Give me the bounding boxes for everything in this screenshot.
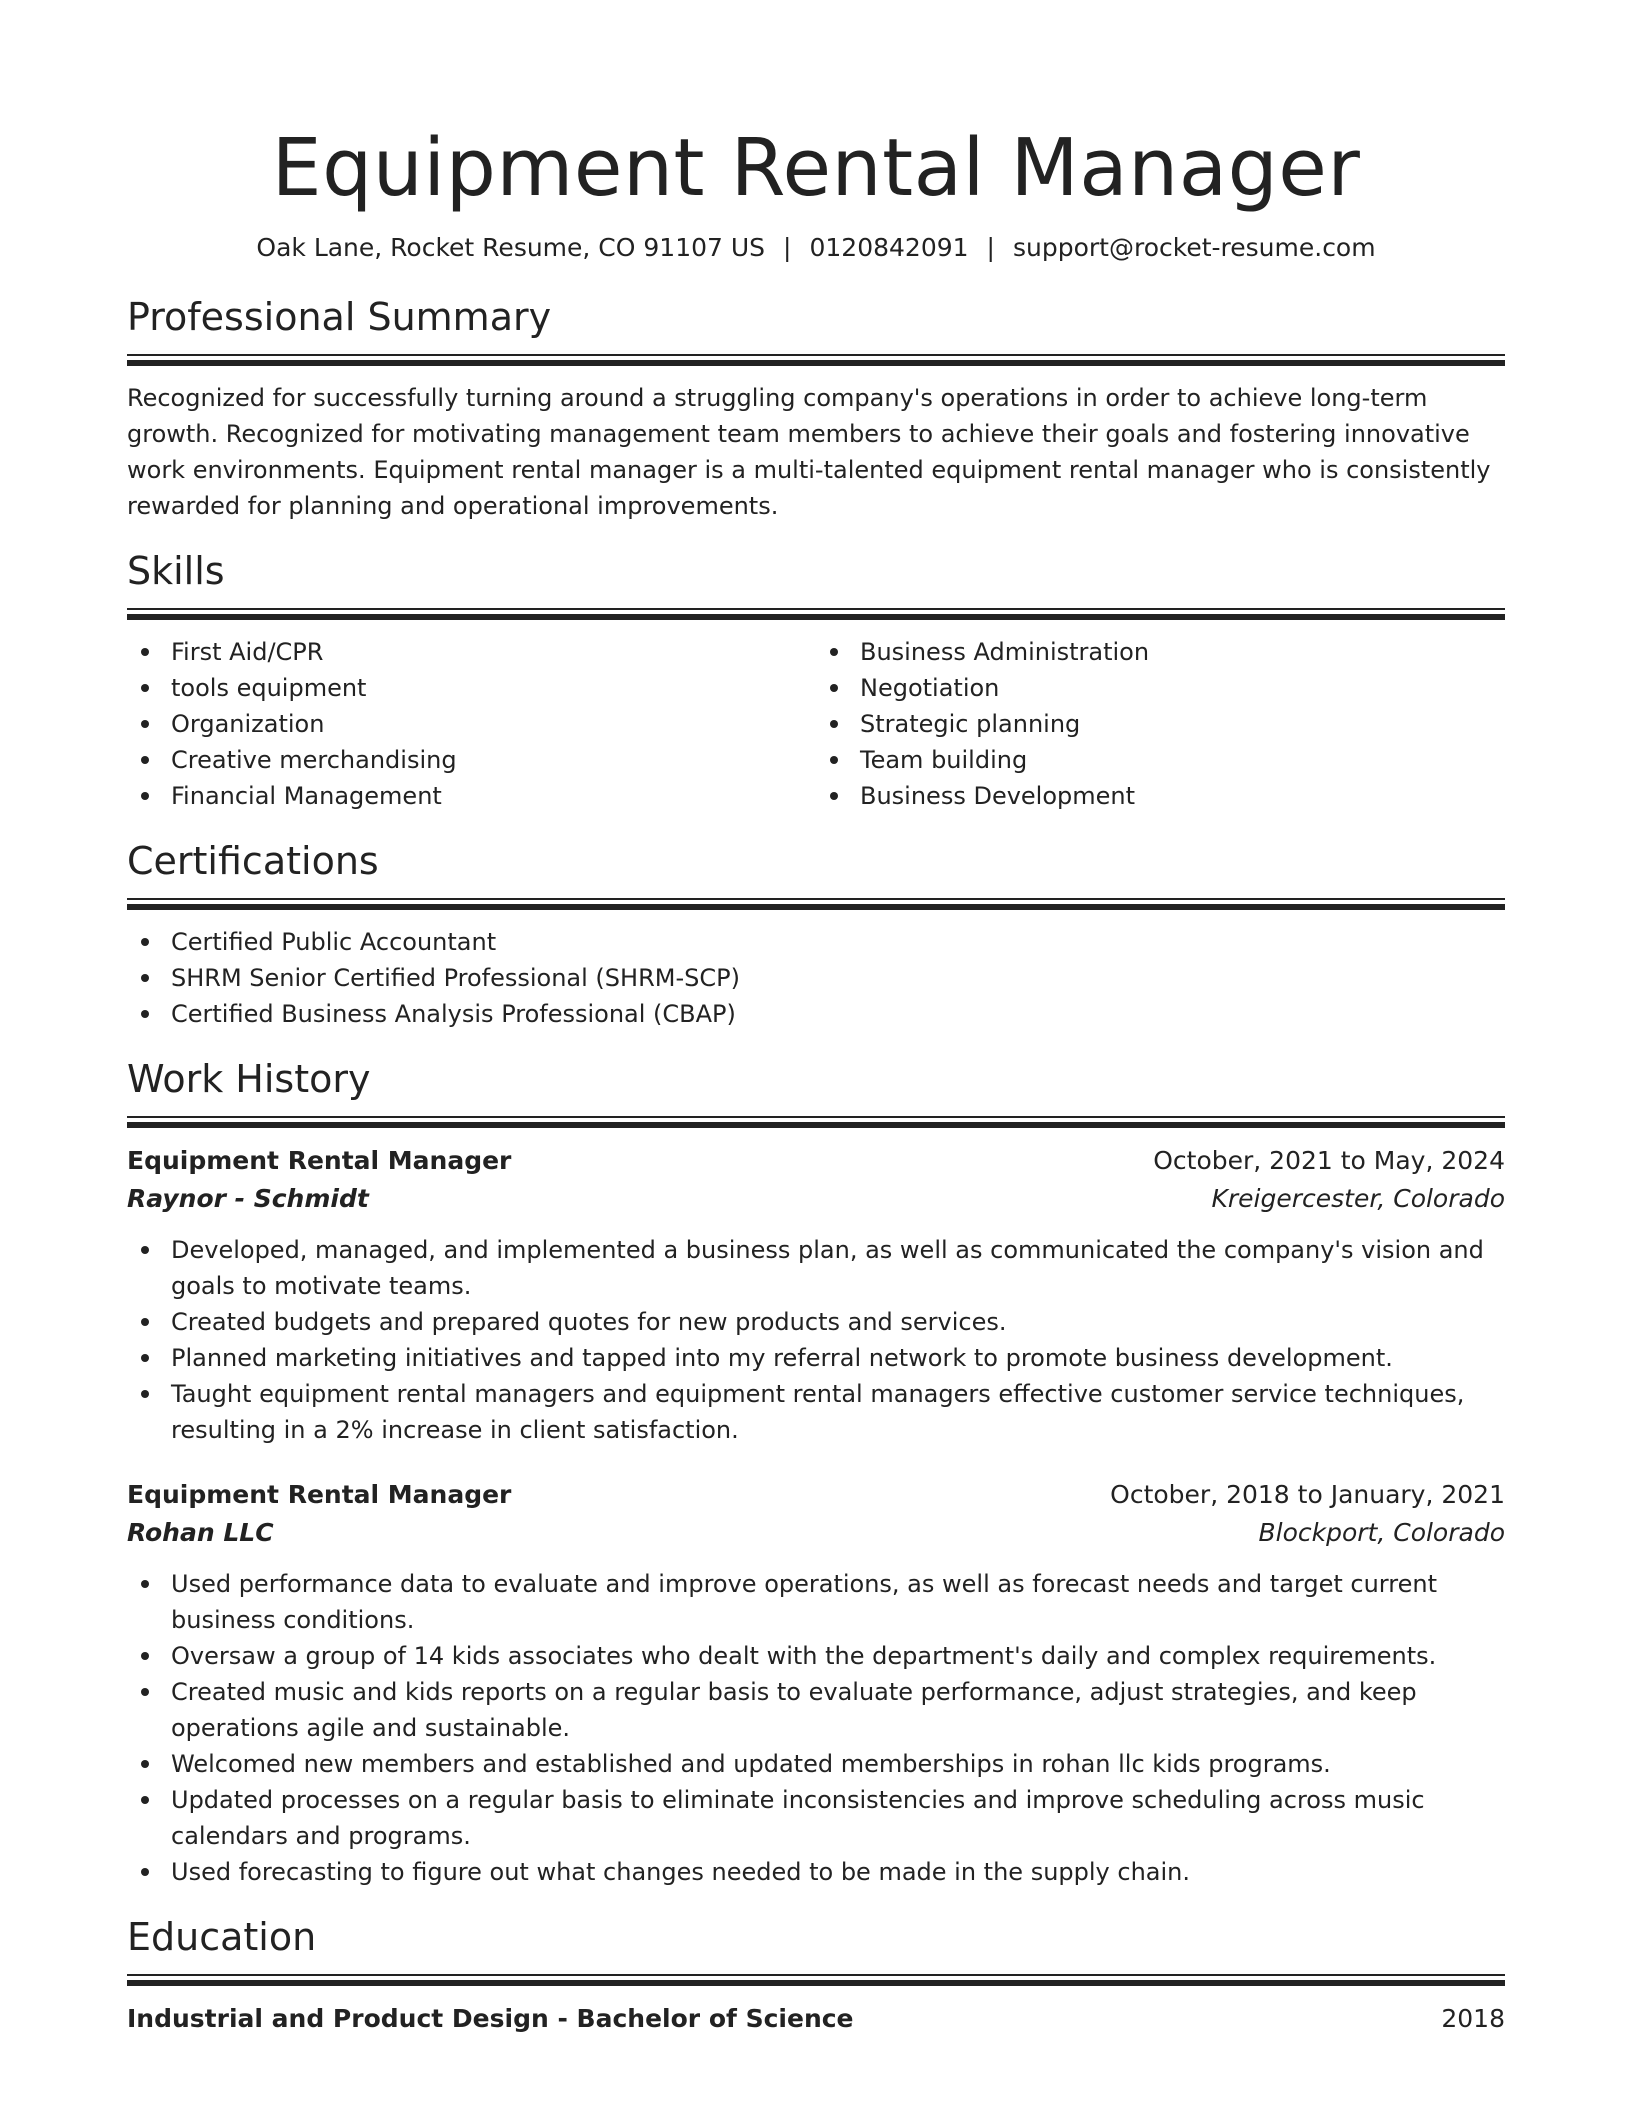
section-divider (127, 898, 1505, 910)
job-location: Blockport, Colorado (1258, 1518, 1505, 1547)
skill-item: Business Administration (816, 634, 1505, 670)
contact-separator: | (986, 233, 995, 262)
job-bullet: Oversaw a group of 14 kids associates who dealt with the department's daily and complex requirements. (127, 1638, 1505, 1674)
certification-item: Certified Business Analysis Professional (CBAP) (127, 996, 1505, 1032)
job-bullet: Planned marketing initiatives and tapped into my referral network to promote business development. (127, 1340, 1505, 1376)
job-company: Rohan LLC (127, 1518, 274, 1547)
education-section (127, 1912, 1505, 2038)
section-divider (127, 354, 1505, 366)
summary-text: Recognized for successfully turning around a struggling company's operations in order to achieve long-term growth. Recognized for motivating management team members to achieve their goals and fostering innovative work environments. Equipment rental manager is a multi-talented equipment rental manager who is consistently rewarded for planning and operational improvements. (127, 384, 1491, 520)
education-degree: Industrial and Product Design - Bachelor of Science (127, 2004, 854, 2033)
job-bullet: Created music and kids reports on a regular basis to evaluate performance, adjust strategies, and keep operations agile and sustainable. (127, 1674, 1505, 1746)
skill-item: First Aid/CPR (127, 634, 816, 670)
job-bullet: Used forecasting to figure out what changes needed to be made in the supply chain. (127, 1854, 1505, 1890)
job-bullet: Created budgets and prepared quotes for new products and services. (127, 1304, 1505, 1340)
education-entry (127, 2000, 1505, 2038)
contact-line (127, 230, 1505, 266)
section-divider (127, 608, 1505, 620)
job-entry (127, 1476, 1505, 1890)
job-dates: October, 2021 to May, 2024 (1153, 1146, 1505, 1175)
job-bullets (127, 1566, 1505, 1890)
skill-item: Team building (816, 742, 1505, 778)
contact-email[interactable]: support@rocket-resume.com (1012, 233, 1376, 262)
skills-column-left (127, 634, 816, 814)
contact-separator: | (783, 233, 792, 262)
job-bullet: Welcomed new members and established and updated memberships in rohan llc kids programs. (127, 1746, 1505, 1782)
job-location: Kreigercester, Colorado (1211, 1184, 1505, 1213)
job-entry (127, 1142, 1505, 1448)
job-title: Equipment Rental Manager (127, 1146, 512, 1175)
section-heading-certifications: Certifications (127, 839, 379, 883)
section-heading-skills: Skills (127, 549, 225, 593)
contact-phone: 0120842091 (809, 233, 969, 262)
job-dates: October, 2018 to January, 2021 (1110, 1480, 1505, 1509)
certification-item: Certified Public Accountant (127, 924, 1505, 960)
contact-address: Oak Lane, Rocket Resume, CO 91107 US (256, 233, 766, 262)
job-subheader (127, 1514, 1505, 1552)
skill-item: Negotiation (816, 670, 1505, 706)
education-year: 2018 (1441, 2004, 1505, 2033)
work-section (127, 1054, 1505, 1890)
skills-section (127, 546, 1505, 814)
job-bullet: Used performance data to evaluate and improve operations, as well as forecast needs and target current business conditions. (127, 1566, 1505, 1638)
skill-item: tools equipment (127, 670, 816, 706)
job-title: Equipment Rental Manager (127, 1480, 512, 1509)
resume-title: Equipment Rental Manager (271, 122, 1361, 214)
section-divider (127, 1116, 1505, 1128)
certifications-list (127, 924, 1505, 1032)
section-heading-work: Work History (127, 1057, 371, 1101)
job-header (127, 1142, 1505, 1180)
summary-section (127, 292, 1505, 524)
skill-item: Creative merchandising (127, 742, 816, 778)
skills-grid (127, 634, 1505, 814)
skill-item: Business Development (816, 778, 1505, 814)
skills-column-right (816, 634, 1505, 814)
skill-item: Financial Management (127, 778, 816, 814)
skill-item: Strategic planning (816, 706, 1505, 742)
certification-item: SHRM Senior Certified Professional (SHRM-SCP) (127, 960, 1505, 996)
certifications-section (127, 836, 1505, 1032)
job-bullet: Updated processes on a regular basis to eliminate inconsistencies and improve scheduling across music calendars and programs. (127, 1782, 1505, 1854)
job-bullet: Developed, managed, and implemented a business plan, as well as communicated the company's vision and goals to motivate teams. (127, 1232, 1505, 1304)
job-company: Raynor - Schmidt (127, 1184, 369, 1213)
section-heading-summary: Professional Summary (127, 295, 552, 339)
job-subheader (127, 1180, 1505, 1218)
section-heading-education: Education (127, 1915, 317, 1959)
job-bullets (127, 1232, 1505, 1448)
job-header (127, 1476, 1505, 1514)
job-bullet: Taught equipment rental managers and equipment rental managers effective customer service techniques, resulting in a 2% increase in client satisfaction. (127, 1376, 1505, 1448)
skill-item: Organization (127, 706, 816, 742)
section-divider (127, 1974, 1505, 1986)
